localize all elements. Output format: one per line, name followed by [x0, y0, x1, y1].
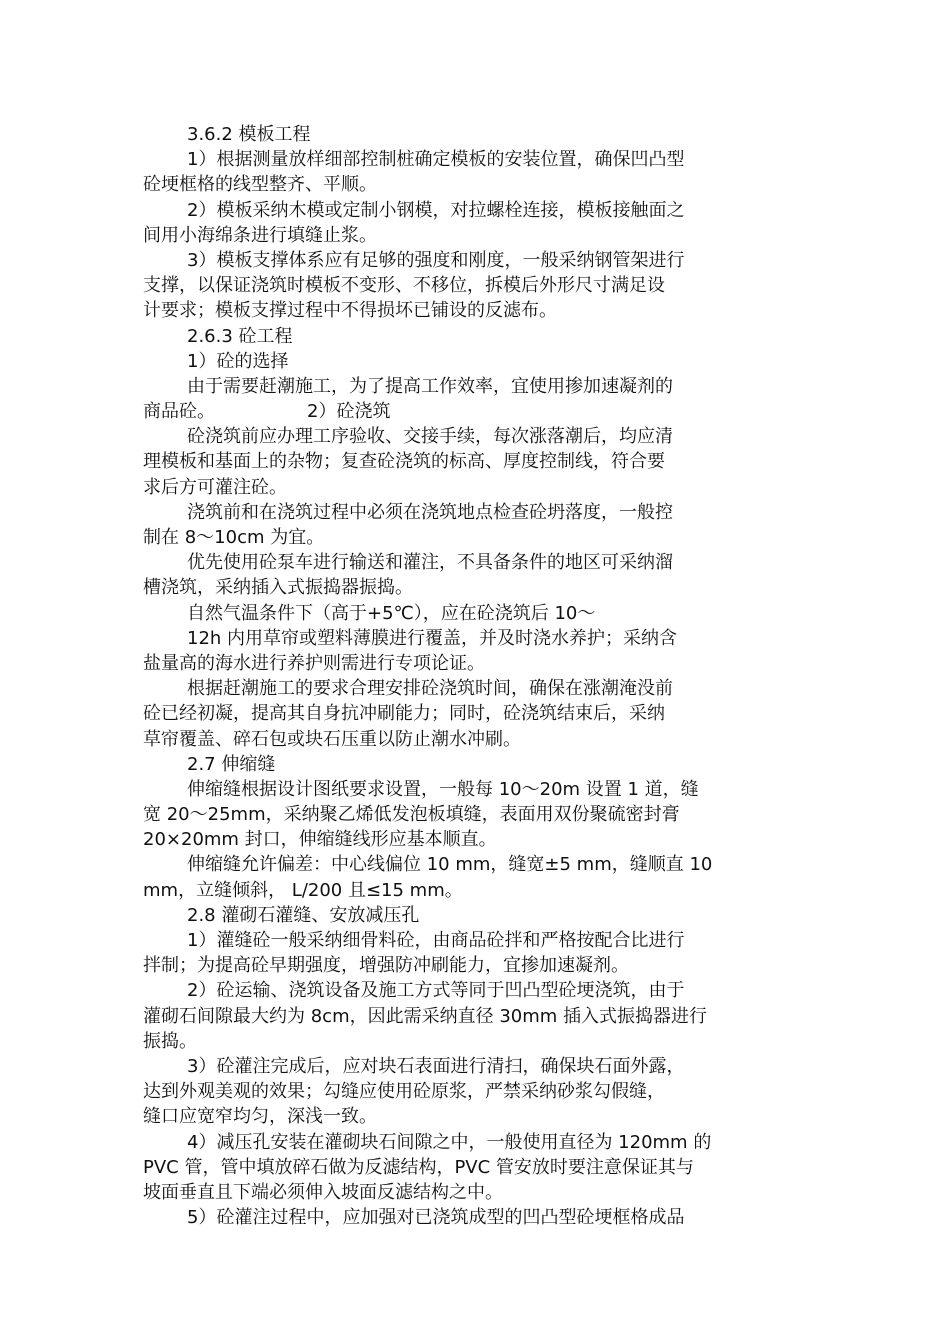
text-line: 2）模板采纳木模或定制小钢模，对拉螺栓连接，模板接触面之 [187, 199, 685, 221]
text-line: 间用小海绵条进行填缝止浆。 [143, 224, 377, 246]
text-fragment: 商品砼。 [143, 401, 215, 423]
text-line: 槽浇筑，采纳插入式振捣器振捣。 [143, 577, 413, 599]
document-page [143, 122, 805, 1230]
text-line: 自然气温条件下（高于+5℃），应在砼浇筑后 10～ [187, 602, 596, 624]
text-line: 拌制；为提高砼早期强度，增强防冲刷能力，宜掺加速凝剂。 [143, 955, 629, 977]
text-line: 理模板和基面上的杂物；复查砼浇筑的标高、厚度控制线，符合要 [143, 451, 665, 473]
text-line: 3）模板支撑体系应有足够的强度和刚度，一般采纳钢管架进行 [187, 249, 685, 271]
text-line: 伸缩缝根据设计图纸要求设置，一般每 10～20m 设置 1 道，缝 [187, 778, 699, 800]
text-line: 草帘覆盖、碎石包或块石压重以防止潮水冲刷。 [143, 728, 521, 750]
text-line: 2）砼运输、浇筑设备及施工方式等同于凹凸型砼埂浇筑，由于 [187, 980, 685, 1002]
text-line: 浇筑前和在浇筑过程中必须在浇筑地点检查砼坍落度，一般控 [187, 501, 673, 523]
subsection-heading: 1）砼的选择 [187, 350, 289, 372]
text-line: 灌砌石间隙最大约为 8cm，因此需采纳直径 30mm 插入式振捣器进行 [143, 1005, 708, 1027]
text-line: 20×20mm 封口，伸缩缝线形应基本顺直。 [143, 829, 497, 851]
text-line: 宽 20～25mm，采纳聚乙烯低发泡板填缝，表面用双份聚硫密封膏 [143, 804, 680, 826]
text-line: 砼埂框格的线型整齐、平顺。 [143, 174, 377, 196]
text-line: 砼已经初凝，提高其自身抗冲刷能力；同时，砼浇筑结束后，采纳 [143, 703, 665, 725]
text-line: 振捣。 [143, 1030, 197, 1052]
text-line: 支撑，以保证浇筑时模板不变形、不移位，拆模后外形尺寸满足设 [143, 275, 665, 297]
text-line: 制在 8～10cm 为宜。 [143, 527, 325, 548]
text-line: 12h 内用草帘或塑料薄膜进行覆盖，并及时浇水养护；采纳含 [187, 627, 678, 649]
text-line: 盐量高的海水进行养护则需进行专项论证。 [143, 652, 485, 674]
section-heading: 2.8 灌砌石灌缝、安放减压孔 [187, 904, 420, 926]
text-line [143, 399, 805, 424]
text-line: PVC 管，管中填放碎石做为反滤结构，PVC 管安放时要注意保证其与 [143, 1156, 694, 1178]
text-line: 伸缩缝允许偏差：中心线偏位 10 mm，缝宽±5 mm，缝顺直 10 [187, 854, 713, 876]
section-heading: 3.6.2 模板工程 [187, 124, 311, 145]
text-line: 4）减压孔安装在灌砌块石间隙之中，一般使用直径为 120mm 的 [187, 1131, 712, 1153]
section-heading: 2.7 伸缩缝 [187, 753, 276, 775]
text-line: 求后方可灌注砼。 [143, 476, 287, 498]
text-line: 根据赶潮施工的要求合理安排砼浇筑时间，确保在涨潮淹没前 [187, 678, 673, 700]
subsection-heading: 2）砼浇筑 [307, 401, 391, 423]
text-line: 缝口应宽窄均匀，深浅一致。 [143, 1106, 377, 1128]
text-line: 计要求；模板支撑过程中不得损坏已铺设的反滤布。 [143, 300, 557, 322]
section-heading: 2.6.3 砼工程 [187, 325, 293, 347]
text-line: 砼浇筑前应办理工序验收、交接手续，每次涨落潮后，均应清 [187, 426, 673, 448]
text-line: mm，立缝倾斜， L/200 且≤15 mm。 [143, 879, 463, 901]
text-line: 5）砼灌注过程中，应加强对已浇筑成型的凹凸型砼埂框格成品 [187, 1207, 685, 1229]
text-line: 达到外观美观的效果；勾缝应使用砼原浆，严禁采纳砂浆勾假缝， [143, 1081, 665, 1103]
text-line: 坡面垂直且下端必须伸入坡面反滤结构之中。 [143, 1181, 503, 1203]
text-line: 1）根据测量放样细部控制桩确定模板的安装位置，确保凹凸型 [187, 149, 685, 171]
text-line: 优先使用砼泵车进行输送和灌注，不具备条件的地区可采纳溜 [187, 552, 673, 574]
text-line: 由于需要赶潮施工，为了提高工作效率，宜使用掺加速凝剂的 [187, 375, 673, 397]
text-line: 3）砼灌注完成后，应对块石表面进行清扫，确保块石面外露， [187, 1055, 685, 1077]
text-line: 1）灌缝砼一般采纳细骨料砼，由商品砼拌和严格按配合比进行 [187, 930, 685, 951]
